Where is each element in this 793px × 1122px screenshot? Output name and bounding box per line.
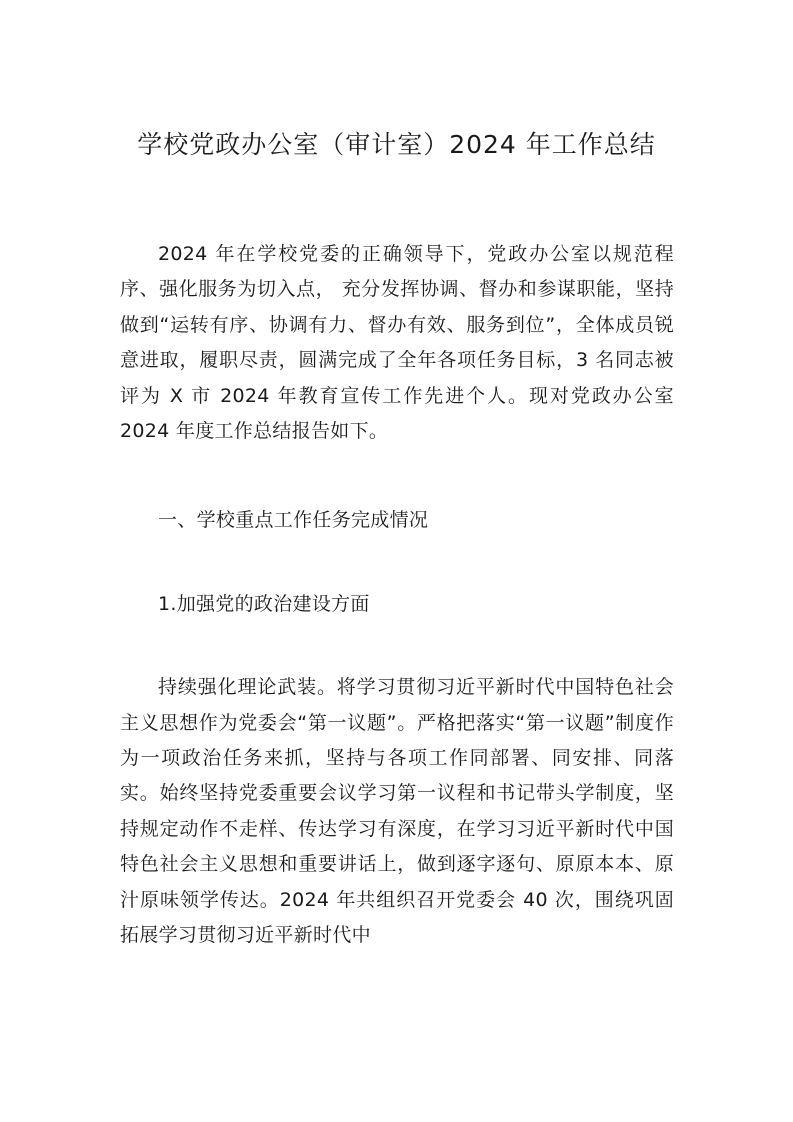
intro-paragraph: 2024 年在学校党委的正确领导下，党政办公室以规范程序、强化服务为切入点， 充分发挥协调、督办和参谋职能，坚持做到“运转有序、协调有力、督办有效、服务到位”，全体成员锐意进取，履职尽责，圆满完成了全年各项任务目标，3 名同志被评为 X 市 2024 年教育宣传工作先进个人。现对党政办公室 2024 年度工作总结报告如下。 (120, 243, 674, 443)
spacer (120, 449, 674, 503)
spacer (120, 622, 674, 670)
document-title: 学校党政办公室（审计室）2024 年工作总结 (137, 130, 656, 159)
subsection-paragraph: 持续强化理论武装。将学习贯彻习近平新时代中国特色社会主义思想作为党委会“第一议题”。严格把落实“第一议题”制度作为一项政治任务来抓，坚持与各项工作同部署、同安排、同落实。始终坚持党委重要会议学习第一议程和书记带头学制度，坚持规定动作不走样、传达学习有深度，在学习习近平新时代中国特色社会主义思想和重要讲话上，做到逐字逐句、原原本本、原汁原味领学传达。2024 年共组织召开党委会 40 次，围绕巩固拓展学习贯彻习近平新时代中 (120, 676, 674, 947)
document-body (120, 237, 674, 954)
spacer (120, 539, 674, 587)
section-heading: 一、学校重点工作任务完成情况 (158, 509, 429, 532)
subsection-heading: 1.加强党的政治建设方面 (158, 592, 370, 615)
